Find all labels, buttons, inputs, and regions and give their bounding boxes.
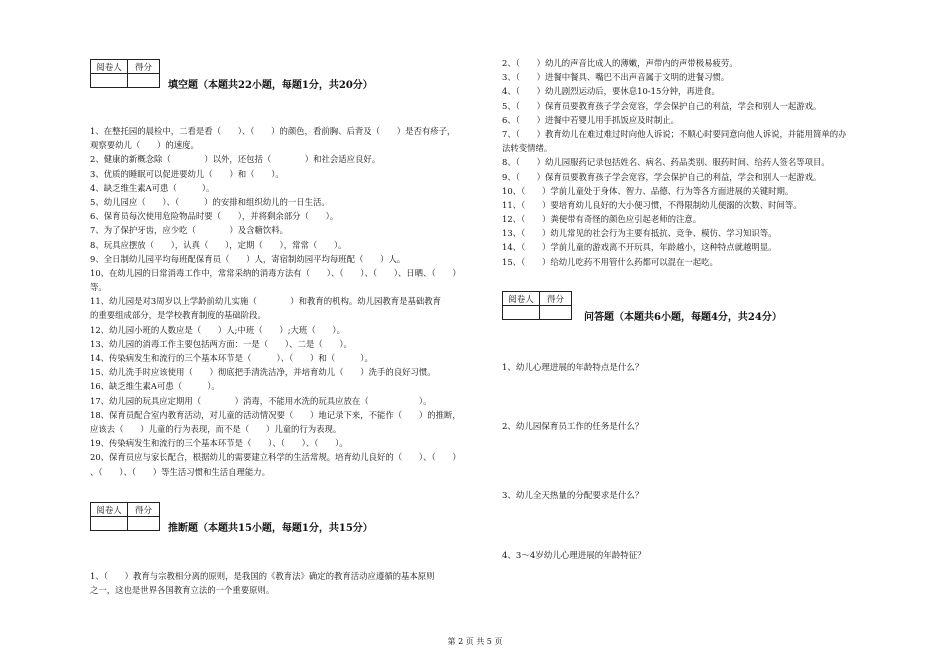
qa-question-4: 4、3～4岁幼儿心理进展的年龄特征？: [502, 551, 646, 561]
question-line: 应该去（ ）儿童的行为表现，而不是（ ）儿童的行为表现。: [90, 423, 342, 434]
question-line: 2、（ ）幼儿的声音比成人的薄嫩，声带内的声带极易疲劳。: [502, 58, 738, 68]
question-line: 、（ ）、（ ）等生活习惯和生活自理能力。: [90, 466, 271, 477]
question-line: 之一，这也是世界各国教育立法的一个重要原则。: [90, 585, 275, 596]
question-line: 19、传染病发生和流行的三个基本环节是（ ）、（ ）、（ ）。: [90, 438, 348, 449]
question-line: 15、幼儿洗手时应该使用（ ）彻底把手清洗洁净，并培育幼儿（ ）洗手的良好习惯。: [90, 367, 436, 378]
question-line: 法转变情绪。: [502, 143, 553, 154]
question-line: 9、全日制幼儿园平均每班配保育员（ ）人，寄宿制幼园平均每班配（ ）人。: [90, 253, 406, 264]
judge-section-title: 推断题（本题共15小题，每题1分，共15分）: [168, 523, 373, 534]
question-line: 10、（ ）学前儿童处于身体、智力、品德、行为等各方面进展的关键时期。: [502, 185, 794, 196]
question-line: 14、（ ）学前儿童的游戏离不开玩具，年龄越小，这种特点就越明显。: [502, 242, 777, 253]
reviewer-cell: [91, 517, 128, 531]
question-line: 11、幼儿园是对3周岁以上学龄前幼儿实施（ ）和教育的机构。幼儿园教育是基础教育: [90, 296, 441, 307]
question-line: 17、幼儿园的玩具应定期用（ ）消毒，不能用水洗的玩具应放在（ ）。: [90, 395, 432, 406]
qa-question-3: 3、幼儿全天热量的分配要求是什么？: [502, 491, 644, 501]
question-line: 12、（ ）粪便带有奇怪的颜色应引起老师的注意。: [502, 214, 702, 225]
question-line: 14、传染病发生和流行的三个基本环节是（ ）、（ ）和（ ）。: [90, 353, 373, 363]
question-line: 6、（ ）进餐中若婴儿用手抓饭应及时制止。: [502, 114, 680, 125]
question-line: 16、缺乏维生素A可患（ ）。: [90, 381, 220, 392]
page-footer: 第 2 页 共 5 页: [447, 637, 503, 646]
score-box-judge: [90, 502, 160, 531]
reviewer-label: 阅卷人: [91, 503, 128, 517]
question-line: 3、（ ）进餐中餐具、嘴巴不出声音属于文明的进餐习惯。: [502, 72, 730, 83]
question-line: 1、在整托园的晨检中，二看是看（ ）、（ ）的颜色，看前胸、后背及（ ）是否有疹子，: [90, 126, 456, 136]
reviewer-cell: [503, 306, 540, 320]
qa-question-2: 2、幼儿园保育员工作的任务是什么？: [502, 422, 644, 432]
question-line: 1、（ ）教育与宗教相分离的原则，是我国的《教育法》确定的教育活动应遵循的基本原则: [90, 571, 435, 581]
question-line: 7、（ ）教育幼儿在难过难过时向他人诉说；不顺心时要同意向他人诉说，并能用简单的办: [502, 128, 847, 139]
question-line: 5、幼儿园应（ ）、（ ）的安排和组织幼儿的一日生活。: [90, 196, 330, 207]
score-box-qa: [502, 291, 572, 320]
score-label: 得分: [128, 503, 160, 517]
question-line: 9、（ ）保育员要教育孩子学会宽容，学会保护自己的利益，学会和别人一起游戏。: [502, 171, 822, 182]
question-line: 11、（ ）要培育幼儿良好的大小便习惯，不得限制幼儿便溺的次数、时间等。: [502, 199, 802, 210]
question-line: 13、（ ）幼儿常见的社会行为主要有抵抗、竞争、模仿、学习知识等。: [502, 228, 777, 239]
question-line: 8、玩具应摆放（ ），认真（ ），定期（ ），常常（ ）。: [90, 239, 347, 250]
score-cell: [128, 517, 160, 531]
question-line: 4、（ ）幼儿剧烈运动后，要休息10-15分钟，再进食。: [502, 86, 720, 97]
question-line: 3、优质的睡眠可以促进要幼儿（ ）和（ ）。: [90, 168, 284, 179]
score-label: 得分: [128, 60, 160, 74]
fill-section-title: 填空题（本题共22小题，每题1分，共20分）: [168, 80, 373, 91]
score-cell: [540, 306, 572, 320]
question-line: 8、（ ）幼儿园服药记录包括姓名、病名、药品类别、服药时间、给药人签名等项目。: [502, 157, 830, 168]
reviewer-cell: [91, 74, 128, 88]
question-line: 的重要组成部分，是学校教育制度的基础阶段。: [90, 310, 266, 321]
fill-questions: [90, 124, 461, 479]
question-line: 观察要幼儿（ ）的速度。: [90, 140, 199, 151]
judge-questions-continued: [502, 56, 847, 269]
question-line: 12、幼儿园小班的人数应是（ ）人;中班（ ）;大班（ ）。: [90, 324, 345, 335]
question-line: 15、（ ）给幼儿吃药不用管什么药都可以混在一起吃。: [502, 256, 718, 267]
question-line: 等。: [90, 282, 107, 293]
score-label: 得分: [540, 292, 572, 306]
question-line: 10、在幼儿园的日常消毒工作中，常常采纳的消毒方法有（ ）、（ ）、（ ）、日晒、（ ）: [90, 267, 461, 278]
qa-section-title: 问答题（本题共6小题，每题4分，共24分）: [584, 312, 782, 323]
question-line: 13、幼儿园的消毒工作主要包括两方面：一是（ ）、二是（ ）。: [90, 338, 352, 349]
reviewer-label: 阅卷人: [91, 60, 128, 74]
score-cell: [128, 74, 160, 88]
qa-question-1: 1、幼儿心理进展的年龄特点是什么？: [502, 363, 644, 373]
question-line: 2、健康的新概念除（ ）以外，还包括（ ）和社会适应良好。: [90, 154, 381, 165]
question-line: 5、（ ）保育员要教育孩子学会宽容，学会保护自己的利益，学会和别人一起游戏。: [502, 100, 822, 111]
question-line: 4、缺乏维生素A可患（ ）。: [90, 182, 215, 193]
question-line: 20、保育员应与家长配合，根据幼儿的需要建立科学的生活常规。培育幼儿良好的（ ）、（ ）: [90, 452, 461, 463]
score-box-fill: [90, 59, 160, 88]
judge-questions: [90, 569, 435, 597]
reviewer-label: 阅卷人: [503, 292, 540, 306]
question-line: 7、为了保护牙齿，应少吃（ ）及含糖饮料。: [90, 225, 288, 236]
question-line: 6、保育员每次使用危险物品时要（ ），并将剩余部分（ ）。: [90, 211, 339, 222]
question-line: 18、保育员配合室内教育活动，对儿童的活动情况要（ ）地记录下来，不能作（ ）的推断，: [90, 409, 461, 420]
